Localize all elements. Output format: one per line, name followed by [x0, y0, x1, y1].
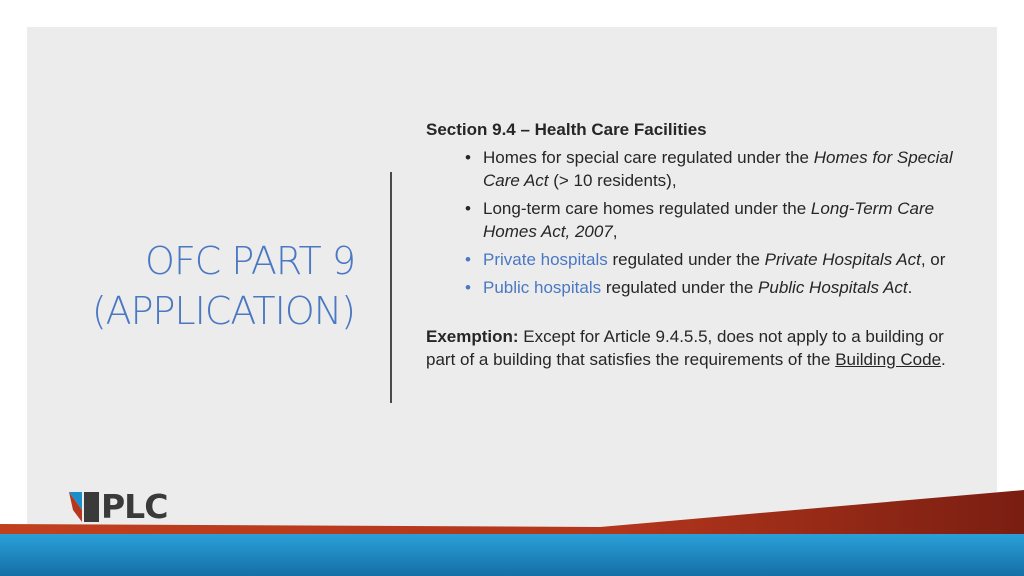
- facility-list: [426, 146, 966, 299]
- bullet-text-end: , or: [920, 250, 946, 269]
- bullet-text: regulated under the: [607, 250, 765, 269]
- bullet-text: Long-term care homes regulated under the: [483, 199, 811, 218]
- building-code-link[interactable]: Building Code: [835, 350, 942, 369]
- title-line-2: (APPLICATION): [91, 289, 355, 333]
- act-name: Private Hospitals Act: [764, 250, 921, 269]
- bullet-text-end: ,: [612, 222, 618, 241]
- blue-band: [0, 534, 1024, 576]
- list-item: [483, 146, 966, 192]
- act-name: Public Hospitals Act: [758, 278, 908, 297]
- act-name: Long-Term Care Homes Act, 2007: [483, 199, 935, 241]
- exemption-end: .: [941, 350, 946, 369]
- bullet-text: Homes for special care regulated under the: [483, 148, 814, 167]
- title-line-1: OFC PART 9: [145, 239, 355, 283]
- logo-text: PLC: [101, 487, 168, 526]
- exemption-text: Except for Article 9.4.5.5, does not apply to a building or part of a building that satisfies the requirements of the: [426, 327, 944, 369]
- slide-body: [426, 118, 966, 371]
- plc-logo-icon: [69, 490, 99, 524]
- section-heading: Section 9.4 – Health Care Facilities: [426, 120, 707, 139]
- list-item: [483, 248, 966, 271]
- exemption-label: Exemption:: [426, 327, 519, 346]
- slide-title: [92, 236, 355, 336]
- list-item: [483, 197, 966, 243]
- exemption-paragraph: [426, 325, 966, 371]
- public-hospitals-term: Public hospitals: [483, 278, 602, 297]
- list-item: [483, 276, 966, 299]
- private-hospitals-term: Private hospitals: [483, 250, 608, 269]
- bullet-text-end: .: [907, 278, 913, 297]
- plc-logo: [69, 487, 168, 526]
- bullet-text-end: (> 10 residents),: [548, 171, 677, 190]
- act-name: Homes for Special Care Act: [483, 148, 953, 190]
- vertical-divider: [390, 172, 392, 403]
- bullet-text: regulated under the: [601, 278, 759, 297]
